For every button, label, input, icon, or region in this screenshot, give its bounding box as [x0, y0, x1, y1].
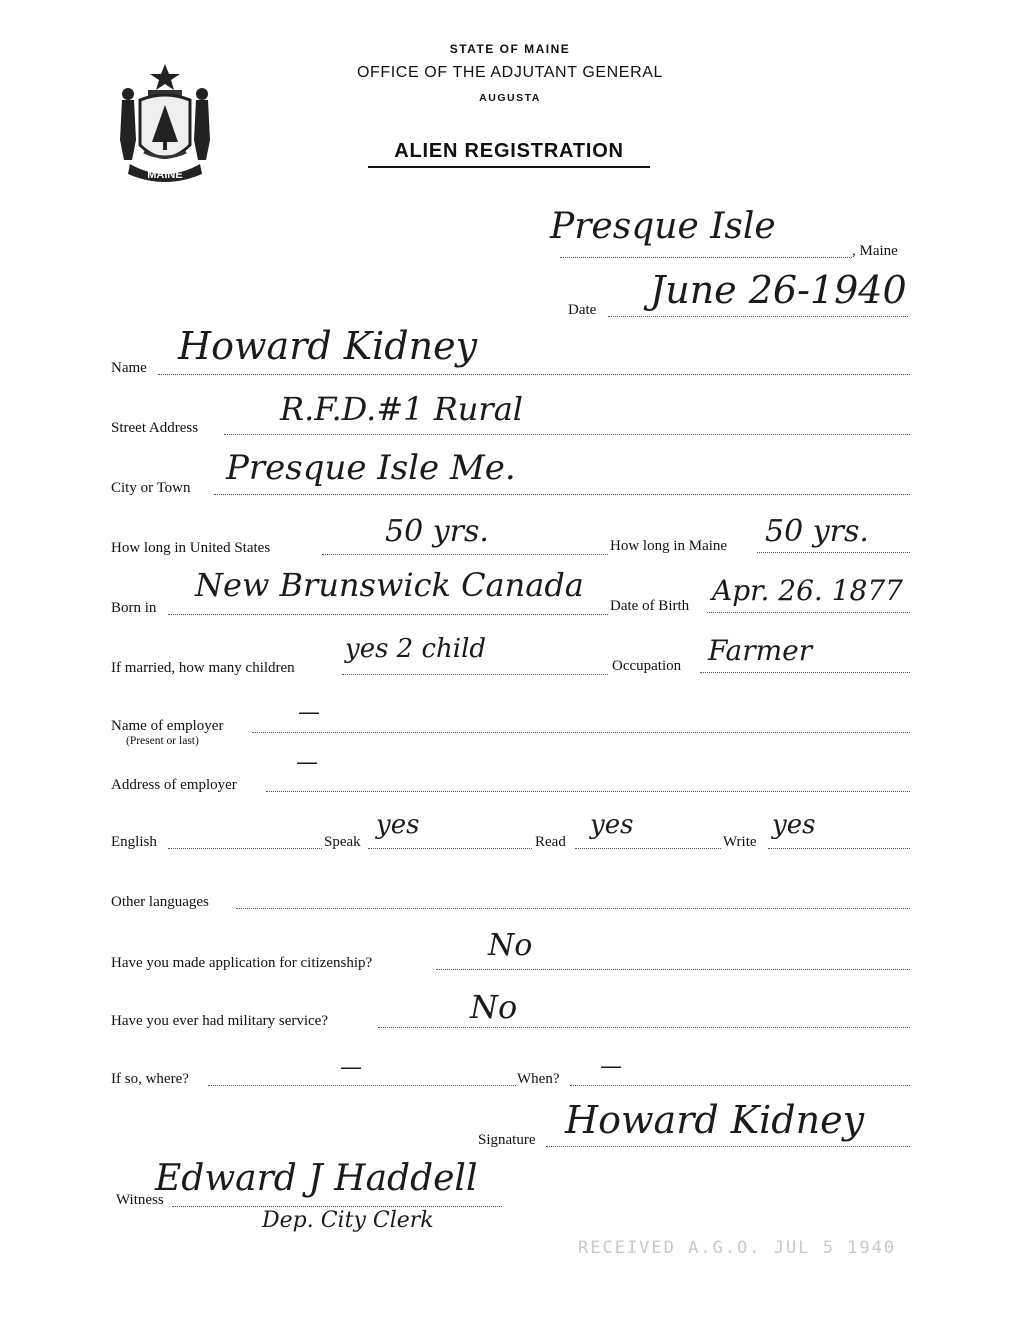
how-long-maine-label: How long in Maine: [610, 538, 728, 554]
date-value: June 26-1940: [650, 268, 907, 312]
dob-value: Apr. 26. 1877: [712, 574, 903, 607]
employer-name-line: [252, 732, 910, 733]
english-line: [168, 848, 322, 849]
how-long-us-value: 50 yrs.: [385, 514, 489, 549]
signature-line: [546, 1146, 910, 1147]
received-stamp: RECEIVED A.G.O. JUL 5 1940: [578, 1238, 897, 1258]
citizenship-line: [436, 969, 910, 970]
how-long-us-label: How long in United States: [111, 540, 271, 556]
military-line: [378, 1027, 910, 1028]
speak-line: [368, 848, 532, 849]
when-label: When?: [517, 1071, 560, 1087]
place-suffix: , Maine: [852, 243, 898, 259]
children-value: yes 2 child: [345, 634, 487, 664]
place-value: Presque Isle: [550, 206, 776, 247]
speak-value: yes: [376, 810, 420, 840]
date-line: [608, 316, 908, 317]
employer-name-label: Name of employer: [111, 718, 224, 734]
citizenship-value: No: [488, 928, 533, 963]
born-in-label: Born in: [111, 600, 157, 616]
military-label: Have you ever had military service?: [111, 1013, 328, 1029]
born-in-value: New Brunswick Canada: [195, 566, 584, 604]
city-line: [214, 494, 910, 495]
born-in-line: [168, 614, 608, 615]
occupation-line: [700, 672, 910, 673]
read-line: [575, 848, 721, 849]
city-label: City or Town: [111, 480, 191, 496]
street-line: [224, 434, 910, 435]
where-label: If so, where?: [111, 1071, 189, 1087]
how-long-maine-value: 50 yrs.: [765, 514, 869, 549]
employer-address-label: Address of employer: [111, 777, 237, 793]
speak-label: Speak: [324, 834, 361, 850]
dob-label: Date of Birth: [610, 598, 690, 614]
citizenship-label: Have you made application for citizenship?: [111, 955, 373, 971]
witness-label: Witness: [116, 1192, 164, 1208]
street-value: R.F.D.#1 Rural: [280, 390, 523, 428]
header-office: OFFICE OF THE ADJUTANT GENERAL: [356, 64, 664, 81]
name-value: Howard Kidney: [178, 324, 478, 368]
english-label: English: [111, 834, 157, 850]
svg-text:MAINE: MAINE: [147, 169, 183, 181]
where-value: —: [340, 1055, 362, 1080]
children-line: [342, 674, 608, 675]
read-value: yes: [590, 810, 634, 840]
employer-address-value: —: [296, 750, 318, 775]
witness-value: Edward J Haddell: [155, 1158, 478, 1199]
name-label: Name: [111, 360, 147, 376]
header-state: STATE OF MAINE: [449, 42, 571, 56]
witness-line: [172, 1206, 502, 1207]
occupation-label: Occupation: [612, 658, 682, 674]
employer-name-sublabel: (Present or last): [126, 735, 199, 747]
write-line: [768, 848, 910, 849]
dob-line: [707, 612, 910, 613]
occupation-value: Farmer: [708, 634, 813, 667]
write-label: Write: [723, 834, 757, 850]
how-long-maine-line: [757, 552, 910, 553]
other-languages-label: Other languages: [111, 894, 209, 910]
when-value: —: [600, 1054, 622, 1079]
place-line: [560, 257, 852, 258]
where-line: [208, 1085, 516, 1086]
street-label: Street Address: [111, 420, 199, 436]
form-title: ALIEN REGISTRATION: [368, 140, 650, 168]
write-value: yes: [772, 810, 816, 840]
signature-value: Howard Kidney: [565, 1098, 865, 1142]
employer-name-value: —: [298, 700, 320, 725]
children-label: If married, how many children: [111, 660, 295, 676]
employer-address-line: [266, 791, 910, 792]
witness-title: Dep. City Clerk: [262, 1208, 434, 1233]
city-value: Presque Isle Me.: [226, 448, 516, 488]
military-value: No: [470, 988, 518, 1026]
name-line: [158, 374, 910, 375]
signature-label: Signature: [478, 1132, 536, 1148]
header-city: AUGUSTA: [479, 92, 541, 104]
date-label: Date: [568, 302, 597, 318]
other-languages-line: [236, 908, 910, 909]
when-line: [570, 1085, 910, 1086]
read-label: Read: [535, 834, 566, 850]
how-long-us-line: [322, 554, 608, 555]
